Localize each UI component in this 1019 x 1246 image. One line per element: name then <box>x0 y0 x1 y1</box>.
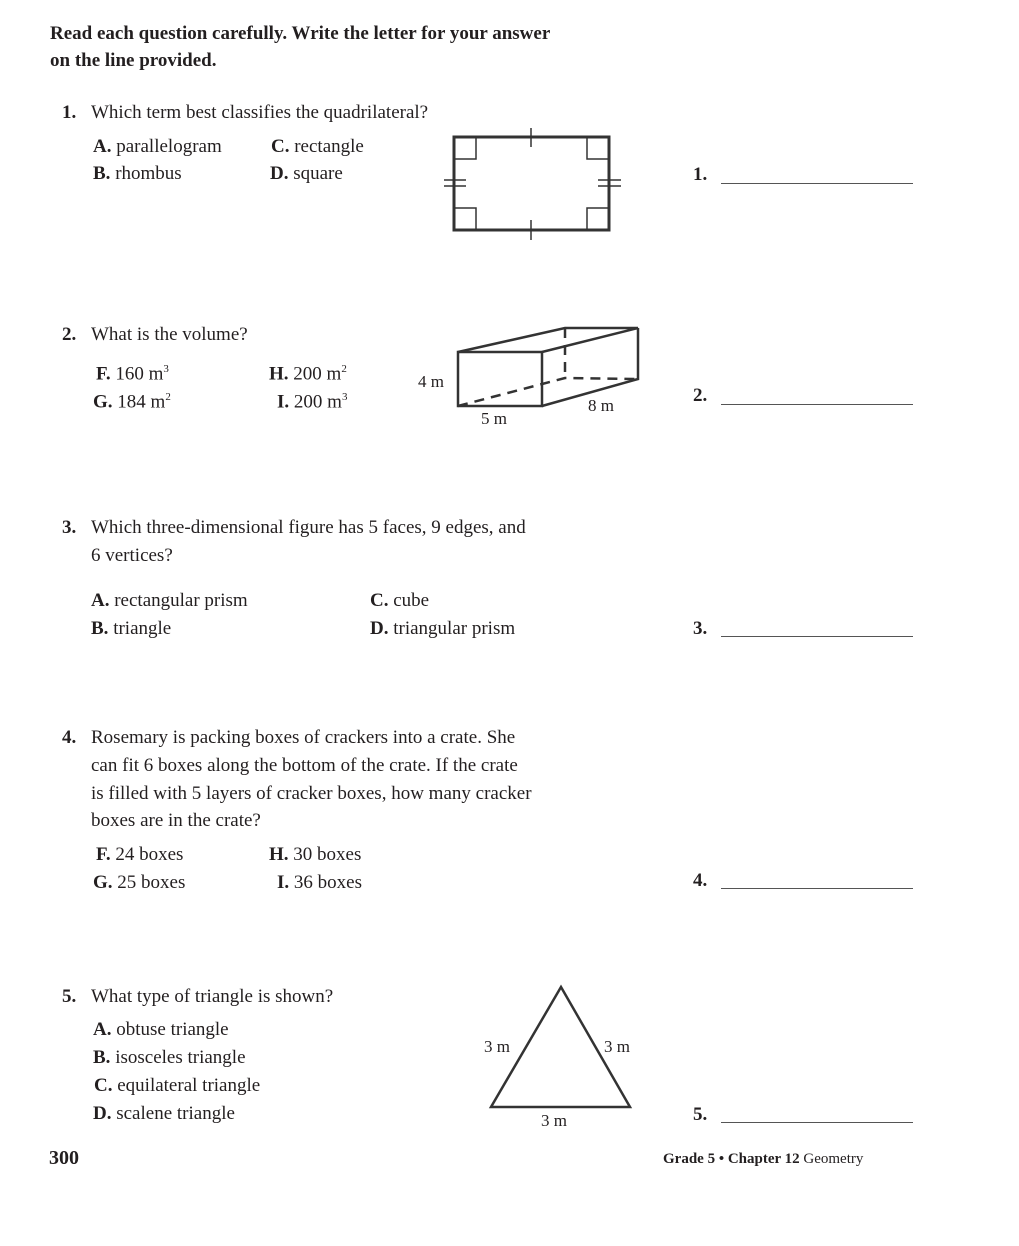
q4-choice-h: H. 30 boxes <box>269 844 362 865</box>
answer-label-5: 5. <box>693 1104 708 1125</box>
q4-choice-i: I. 36 boxes <box>277 872 362 893</box>
q3-number: 3. <box>62 517 77 538</box>
q5-choice-c: C. equilateral triangle <box>94 1075 261 1096</box>
q2-choice-h: H. 200 $m^2$ <box>269 363 347 385</box>
prism-length-label: 8 m <box>588 396 614 415</box>
q4-choice-f: F. 24 boxes <box>96 844 184 865</box>
answer-line-3[interactable] <box>721 636 913 637</box>
answer-label-3: 3. <box>693 618 708 639</box>
answer-label-4: 4. <box>693 870 708 891</box>
q4-text-line3: is filled with 5 layers of cracker boxes, how many cracker <box>91 783 532 804</box>
q3-text-line1: Which three-dimensional figure has 5 faces, 9 edges, and <box>91 517 526 538</box>
answer-line-4[interactable] <box>721 888 913 889</box>
prism-height-label: 4 m <box>418 372 444 391</box>
q3-choice-d: D. triangular prism <box>370 618 516 639</box>
q3-text-line2: 6 vertices? <box>91 545 173 566</box>
q1-number: 1. <box>62 102 77 123</box>
q2-choice-i: I. 200 $m^3$ <box>277 391 348 413</box>
answer-label-1: 1. <box>693 164 708 185</box>
q4-number: 4. <box>62 727 77 748</box>
q5-number: 5. <box>62 986 77 1007</box>
q5-choice-a: A. obtuse triangle <box>93 1019 229 1040</box>
triangle-base-label: 3 m <box>541 1111 567 1130</box>
q1-choice-d: D. square <box>270 163 343 184</box>
answer-label-2: 2. <box>693 385 708 406</box>
prism-width-label: 5 m <box>481 409 507 428</box>
answer-line-2[interactable] <box>721 404 913 405</box>
q5-text: What type of triangle is shown? <box>91 986 334 1007</box>
page-number: 300 <box>49 1147 79 1169</box>
q4-text-line2: can fit 6 boxes along the bottom of the crate. If the crate <box>91 755 518 776</box>
instructions-line1: Read each question carefully. Write the letter for your answer <box>50 23 551 44</box>
q1-choice-b: B. rhombus <box>93 163 182 184</box>
q1-choice-a: A. parallelogram <box>93 136 222 157</box>
q2-choice-f: F. 160 $m^3$ <box>96 363 169 385</box>
q5-choice-d: D. scalene triangle <box>93 1103 235 1124</box>
q4-text-line4: boxes are in the crate? <box>91 810 261 831</box>
q4-text-line1: Rosemary is packing boxes of crackers into a crate. She <box>91 727 516 748</box>
triangle-left-label: 3 m <box>484 1037 510 1056</box>
instructions-line2: on the line provided. <box>50 50 217 71</box>
q1-text: Which term best classifies the quadrilateral? <box>91 102 429 123</box>
answer-line-5[interactable] <box>721 1122 913 1123</box>
answer-line-1[interactable] <box>721 183 913 184</box>
triangle-right-label: 3 m <box>604 1037 630 1056</box>
q2-number: 2. <box>62 324 77 345</box>
q3-choice-a: A. rectangular prism <box>91 590 248 611</box>
q5-choice-b: B. isosceles triangle <box>93 1047 246 1068</box>
q2-text: What is the volume? <box>91 324 248 345</box>
q1-choice-c: C. rectangle <box>271 136 364 157</box>
footer-chapter: Grade 5 • Chapter 12 Geometry <box>663 1151 864 1167</box>
q3-choice-b: B. triangle <box>91 618 172 639</box>
q4-choice-g: G. 25 boxes <box>93 872 186 893</box>
quadrilateral-figure <box>444 128 621 240</box>
q3-choice-c: C. cube <box>370 590 430 611</box>
q2-choice-g: G. 184 $m^2$ <box>93 391 171 413</box>
